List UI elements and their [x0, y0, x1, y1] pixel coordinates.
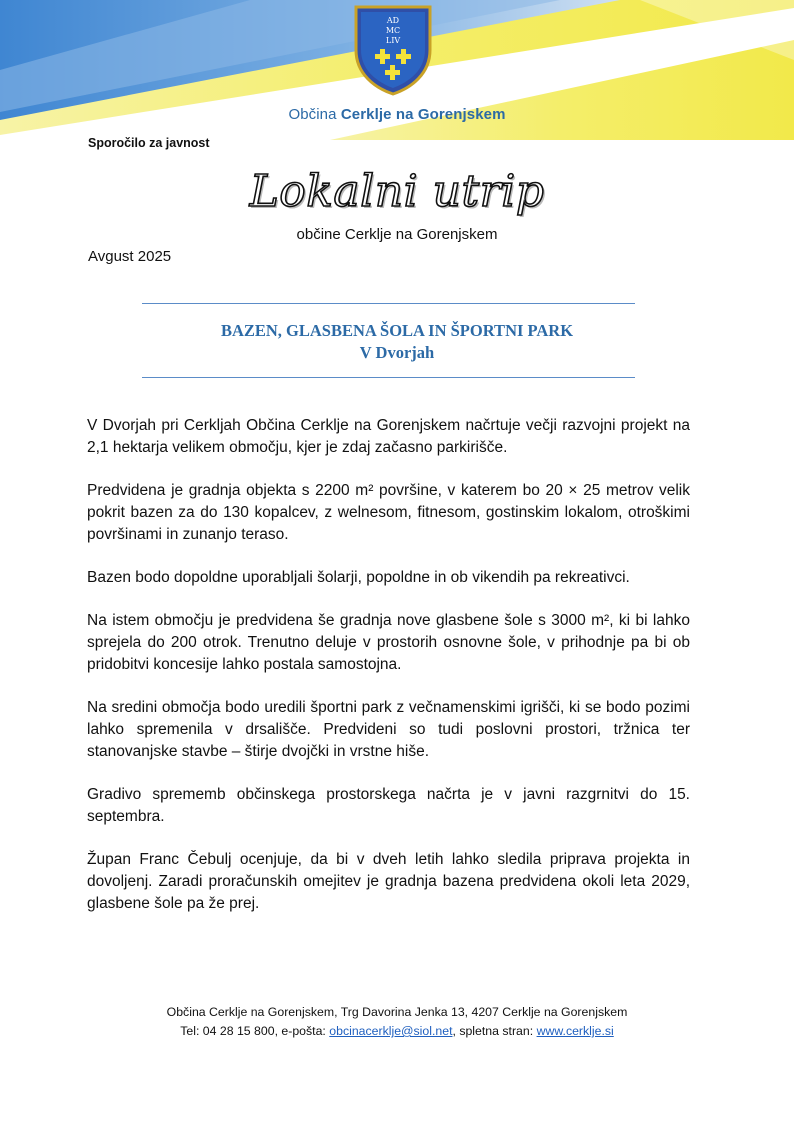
article-paragraph: Župan Franc Čebulj ocenjuje, da bi v dveh letih lahko sledila priprava projekta in dovoljenj. Zaradi proračunskih omejitev je gradnja bazena predvidena okoli leta 2029, glasbene šole pa že prej.	[87, 851, 690, 912]
footer	[0, 1003, 794, 1041]
article-headline	[0, 320, 794, 364]
article-paragraph: Gradivo sprememb občinskega prostorskega načrta je v javni razgrnitvi do 15. septembra.	[87, 786, 690, 825]
headline-bottom-divider	[142, 377, 635, 378]
footer-address: Občina Cerklje na Gorenjskem, Trg Davorina Jenka 13, 4207 Cerklje na Gorenjskem	[166, 1005, 628, 1019]
masthead-title: Lokalni utrip	[249, 166, 545, 217]
headline-top-divider	[142, 303, 635, 304]
article-paragraph: Na istem območju je predvidena še gradnja nove glasbene šole s 3000 m², ki bi lahko sprejela do 200 otrok. Trenutno deluje v prostorih osnovne šole, v prihodnje pa bi ob pridobitvi koncesije lahko postala samostojna.	[87, 612, 690, 673]
article-body	[87, 415, 690, 936]
article-paragraph: Predvidena je gradnja objekta s 2200 m² površine, v katerem bo 20 × 25 metrov velik pokrit bazen za do 130 kopalcev, z welnesom, fitnesom, gostinskim lokalom, otroškimi površinami in zunanjo teraso.	[87, 482, 690, 543]
svg-text:AD: AD	[386, 16, 400, 25]
municipality-crest-logo	[353, 4, 433, 96]
municipality-name	[0, 106, 794, 123]
website-link[interactable]: www.cerklje.si	[536, 1024, 614, 1038]
headline-line-2: V Dvorjah	[359, 343, 435, 362]
masthead-subtitle: občine Cerklje na Gorenjskem	[296, 226, 498, 243]
svg-text:LIV: LIV	[385, 36, 401, 45]
issue-date: Avgust 2025	[88, 248, 172, 265]
headline-line-1: BAZEN, GLASBENA ŠOLA IN ŠPORTNI PARK	[220, 321, 574, 340]
svg-text:MC: MC	[385, 26, 401, 35]
footer-contact	[0, 1022, 794, 1041]
press-release-label: Sporočilo za javnost	[88, 136, 210, 150]
footer-phone-label: Tel: 04 28 15 800, e-pošta:	[180, 1024, 330, 1038]
article-paragraph: V Dvorjah pri Cerkljah Občina Cerklje na Gorenjskem načrtuje večji razvojni projekt na 2,1 hektarja velikem območju, kjer je zdaj začasno parkirišče.	[87, 417, 690, 456]
article-paragraph: Bazen bodo dopoldne uporabljali šolarji, popoldne in ob vikendih pa rekreativci.	[87, 569, 630, 586]
municipality-name-bold: Cerklje na Gorenjskem	[340, 106, 506, 123]
footer-web-label: , spletna stran:	[452, 1024, 537, 1038]
municipality-prefix: Občina	[288, 106, 337, 123]
article-paragraph: Na sredini območja bodo uredili športni park z večnamenskimi igrišči, ki se bodo pozimi lahko spremenila v drsališče. Predvideni so tudi poslovni prostori, tržnica ter stanovanjske stavbe – štirje dvojčki in vrstne hiše.	[87, 699, 690, 760]
email-link[interactable]: obcinacerklje@siol.net	[329, 1024, 453, 1038]
